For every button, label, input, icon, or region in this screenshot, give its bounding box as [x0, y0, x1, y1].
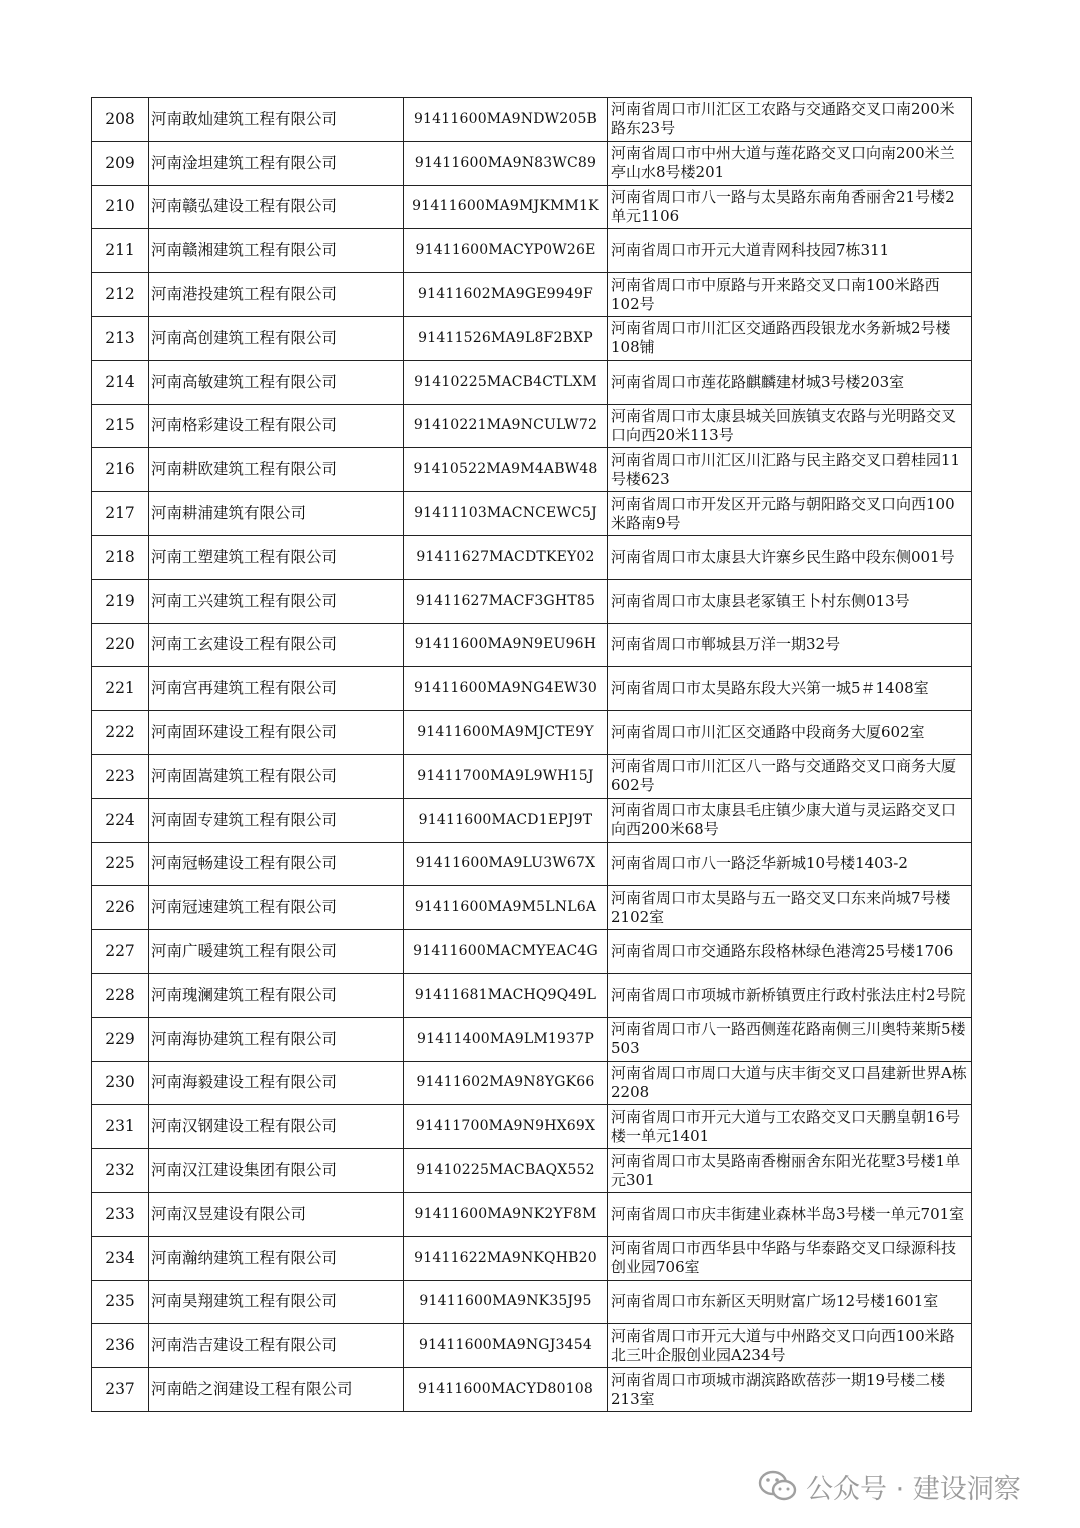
- company-name: 河南耕欧建筑工程有限公司: [149, 448, 404, 492]
- company-name: 河南敢灿建筑工程有限公司: [149, 98, 404, 142]
- row-number: 229: [92, 1017, 149, 1061]
- row-number: 221: [92, 667, 149, 711]
- watermark: [758, 1466, 1021, 1506]
- company-address: 河南省周口市川汇区交通路中段商务大厦602室: [608, 711, 972, 755]
- company-address: 河南省周口市川汇区交通路西段银龙水务新城2号楼108铺: [608, 316, 972, 360]
- table-row: [92, 492, 972, 536]
- company-address: 河南省周口市八一路泛华新城10号楼1403-2: [608, 842, 972, 886]
- company-name: 河南广暖建筑工程有限公司: [149, 930, 404, 974]
- row-number: 217: [92, 492, 149, 536]
- company-name: 河南汉钢建设工程有限公司: [149, 1105, 404, 1149]
- row-number: 209: [92, 141, 149, 185]
- table-row: [92, 798, 972, 842]
- row-number: 228: [92, 973, 149, 1017]
- table-row: [92, 579, 972, 623]
- row-number: 231: [92, 1105, 149, 1149]
- table-row: [92, 273, 972, 317]
- row-number: 237: [92, 1368, 149, 1412]
- company-name: 河南工玄建设工程有限公司: [149, 623, 404, 667]
- credit-code: 91410225MACBAQX552: [404, 1149, 608, 1193]
- credit-code: 91411103MACNCEWC5J: [404, 492, 608, 536]
- row-number: 233: [92, 1192, 149, 1236]
- table-row: [92, 360, 972, 404]
- credit-code: 91411600MA9LU3W67X: [404, 842, 608, 886]
- credit-code: 91411600MA9NG4EW30: [404, 667, 608, 711]
- row-number: 235: [92, 1280, 149, 1324]
- watermark-text: 公众号 · 建设洞察: [806, 1473, 1021, 1505]
- credit-code: 91411600MA9NK35J95: [404, 1280, 608, 1324]
- company-address: 河南省周口市太康县老冢镇王卜村东侧013号: [608, 579, 972, 623]
- company-address: 河南省周口市东新区天明财富广场12号楼1601室: [608, 1280, 972, 1324]
- company-name: 河南汉昱建设有限公司: [149, 1192, 404, 1236]
- company-address: 河南省周口市太昊路南香榭丽舍东阳光花墅3号楼1单元301: [608, 1149, 972, 1193]
- table-row: [92, 1149, 972, 1193]
- credit-code: 91411600MACMYEAC4G: [404, 930, 608, 974]
- company-name: 河南赣弘建设工程有限公司: [149, 185, 404, 229]
- company-address: 河南省周口市交通路东段格林绿色港湾25号楼1706: [608, 930, 972, 974]
- company-address: 河南省周口市郸城县万洋一期32号: [608, 623, 972, 667]
- row-number: 212: [92, 273, 149, 317]
- credit-code: 91411600MA9N9EU96H: [404, 623, 608, 667]
- company-address: 河南省周口市开元大道与工农路交叉口天鹏皇朝16号楼一单元1401: [608, 1105, 972, 1149]
- credit-code: 91411600MA9M5LNL6A: [404, 886, 608, 930]
- company-name: 河南格彩建设工程有限公司: [149, 404, 404, 448]
- company-name: 河南海毅建设工程有限公司: [149, 1061, 404, 1105]
- company-name: 河南瀚纳建筑工程有限公司: [149, 1236, 404, 1280]
- company-name: 河南工兴建筑工程有限公司: [149, 579, 404, 623]
- row-number: 222: [92, 711, 149, 755]
- company-name: 河南固环建设工程有限公司: [149, 711, 404, 755]
- company-name: 河南浩吉建设工程有限公司: [149, 1324, 404, 1368]
- company-name: 河南汉江建设集团有限公司: [149, 1149, 404, 1193]
- table-row: [92, 754, 972, 798]
- table-row: [92, 842, 972, 886]
- row-number: 236: [92, 1324, 149, 1368]
- table-row: [92, 1192, 972, 1236]
- company-name: 河南高敏建筑工程有限公司: [149, 360, 404, 404]
- table-row: [92, 1280, 972, 1324]
- row-number: 210: [92, 185, 149, 229]
- company-address: 河南省周口市中州大道与莲花路交叉口向南200米兰亭山水8号楼201: [608, 141, 972, 185]
- table-row: [92, 1017, 972, 1061]
- row-number: 234: [92, 1236, 149, 1280]
- table-row: [92, 973, 972, 1017]
- company-address: 河南省周口市川汇区川汇路与民主路交叉口碧桂园11号楼623: [608, 448, 972, 492]
- credit-code: 91411400MA9LM1937P: [404, 1017, 608, 1061]
- company-address: 河南省周口市开发区开元路与朝阳路交叉口向西100米路南9号: [608, 492, 972, 536]
- row-number: 211: [92, 229, 149, 273]
- credit-code: 91411622MA9NKQHB20: [404, 1236, 608, 1280]
- credit-code: 91411600MACYD80108: [404, 1368, 608, 1412]
- row-number: 232: [92, 1149, 149, 1193]
- company-name: 河南工塑建筑工程有限公司: [149, 535, 404, 579]
- company-list-table: [91, 97, 972, 1412]
- row-number: 225: [92, 842, 149, 886]
- row-number: 223: [92, 754, 149, 798]
- credit-code: 91411602MA9N8YGK66: [404, 1061, 608, 1105]
- table-row: [92, 141, 972, 185]
- company-name: 河南冠畅建设工程有限公司: [149, 842, 404, 886]
- table-row: [92, 448, 972, 492]
- table-row: [92, 1061, 972, 1105]
- company-address: 河南省周口市中原路与开来路交叉口南100米路西102号: [608, 273, 972, 317]
- company-address: 河南省周口市八一路与太昊路东南角香丽舍21号楼2单元1106: [608, 185, 972, 229]
- credit-code: 91411600MA9N83WC89: [404, 141, 608, 185]
- row-number: 213: [92, 316, 149, 360]
- company-address: 河南省周口市太昊路东段大兴第一城5＃1408室: [608, 667, 972, 711]
- company-address: 河南省周口市项城市新桥镇贾庄行政村张法庄村2号院: [608, 973, 972, 1017]
- table-row: [92, 1324, 972, 1368]
- company-name: 河南宫再建筑工程有限公司: [149, 667, 404, 711]
- company-address: 河南省周口市太康县毛庄镇少康大道与灵运路交叉口向西200米68号: [608, 798, 972, 842]
- credit-code: 91410221MA9NCULW72: [404, 404, 608, 448]
- row-number: 220: [92, 623, 149, 667]
- wechat-icon: [758, 1469, 798, 1503]
- row-number: 224: [92, 798, 149, 842]
- row-number: 214: [92, 360, 149, 404]
- company-name: 河南瑰澜建筑工程有限公司: [149, 973, 404, 1017]
- table-row: [92, 535, 972, 579]
- company-address: 河南省周口市周口大道与庆丰街交叉口昌建新世界A栋2208: [608, 1061, 972, 1105]
- company-name: 河南耕浦建筑有限公司: [149, 492, 404, 536]
- company-name: 河南冠速建筑工程有限公司: [149, 886, 404, 930]
- table-row: [92, 930, 972, 974]
- table-row: [92, 623, 972, 667]
- row-number: 215: [92, 404, 149, 448]
- company-name: 河南高创建筑工程有限公司: [149, 316, 404, 360]
- credit-code: 91411600MA9NDW205B: [404, 98, 608, 142]
- table-row: [92, 98, 972, 142]
- table-row: [92, 1236, 972, 1280]
- row-number: 216: [92, 448, 149, 492]
- company-address: 河南省周口市八一路西侧莲花路南侧三川奥特莱斯5楼503: [608, 1017, 972, 1061]
- table-body: [92, 98, 972, 1412]
- company-address: 河南省周口市庆丰街建业森林半岛3号楼一单元701室: [608, 1192, 972, 1236]
- table-row: [92, 404, 972, 448]
- company-address: 河南省周口市太康县大许寨乡民生路中段东侧001号: [608, 535, 972, 579]
- company-address: 河南省周口市开元大道青网科技园7栋311: [608, 229, 972, 273]
- credit-code: 91411600MA9NK2YF8M: [404, 1192, 608, 1236]
- row-number: 218: [92, 535, 149, 579]
- row-number: 230: [92, 1061, 149, 1105]
- company-address: 河南省周口市西华县中华路与华泰路交叉口绿源科技创业园706室: [608, 1236, 972, 1280]
- credit-code: 91411600MA9MJKMM1K: [404, 185, 608, 229]
- credit-code: 91411627MACDTKEY02: [404, 535, 608, 579]
- company-address: 河南省周口市太昊路与五一路交叉口东来尚城7号楼2102室: [608, 886, 972, 930]
- company-name: 河南赣湘建筑工程有限公司: [149, 229, 404, 273]
- row-number: 219: [92, 579, 149, 623]
- row-number: 208: [92, 98, 149, 142]
- credit-code: 91411627MACF3GHT85: [404, 579, 608, 623]
- company-name: 河南固专建筑工程有限公司: [149, 798, 404, 842]
- company-address: 河南省周口市开元大道与中州路交叉口向西100米路北三叶企服创业园A234号: [608, 1324, 972, 1368]
- table-row: [92, 711, 972, 755]
- company-address: 河南省周口市川汇区八一路与交通路交叉口商务大厦602号: [608, 754, 972, 798]
- table-row: [92, 185, 972, 229]
- credit-code: 91411526MA9L8F2BXP: [404, 316, 608, 360]
- credit-code: 91411700MA9L9WH15J: [404, 754, 608, 798]
- company-name: 河南昊翔建筑工程有限公司: [149, 1280, 404, 1324]
- table-row: [92, 1105, 972, 1149]
- company-address: 河南省周口市太康县城关回族镇支农路与光明路交叉口向西20米113号: [608, 404, 972, 448]
- credit-code: 91411602MA9GE9949F: [404, 273, 608, 317]
- company-address: 河南省周口市川汇区工农路与交通路交叉口南200米路东23号: [608, 98, 972, 142]
- credit-code: 91411600MA9NGJ3454: [404, 1324, 608, 1368]
- credit-code: 91410225MACB4CTLXM: [404, 360, 608, 404]
- company-name: 河南固嵩建筑工程有限公司: [149, 754, 404, 798]
- row-number: 226: [92, 886, 149, 930]
- company-name: 河南港投建筑工程有限公司: [149, 273, 404, 317]
- company-name: 河南海协建筑工程有限公司: [149, 1017, 404, 1061]
- company-name: 河南皓之润建设工程有限公司: [149, 1368, 404, 1412]
- company-address: 河南省周口市莲花路麒麟建材城3号楼203室: [608, 360, 972, 404]
- company-address: 河南省周口市项城市湖滨路欧蓓莎一期19号楼二楼213室: [608, 1368, 972, 1412]
- table-row: [92, 229, 972, 273]
- table-row: [92, 886, 972, 930]
- table-row: [92, 1368, 972, 1412]
- table-row: [92, 667, 972, 711]
- credit-code: 91411681MACHQ9Q49L: [404, 973, 608, 1017]
- credit-code: 91411600MACYP0W26E: [404, 229, 608, 273]
- credit-code: 91410522MA9M4ABW48: [404, 448, 608, 492]
- credit-code: 91411700MA9N9HX69X: [404, 1105, 608, 1149]
- row-number: 227: [92, 930, 149, 974]
- company-name: 河南淦坦建筑工程有限公司: [149, 141, 404, 185]
- table-row: [92, 316, 972, 360]
- credit-code: 91411600MA9MJCTE9Y: [404, 711, 608, 755]
- credit-code: 91411600MACD1EPJ9T: [404, 798, 608, 842]
